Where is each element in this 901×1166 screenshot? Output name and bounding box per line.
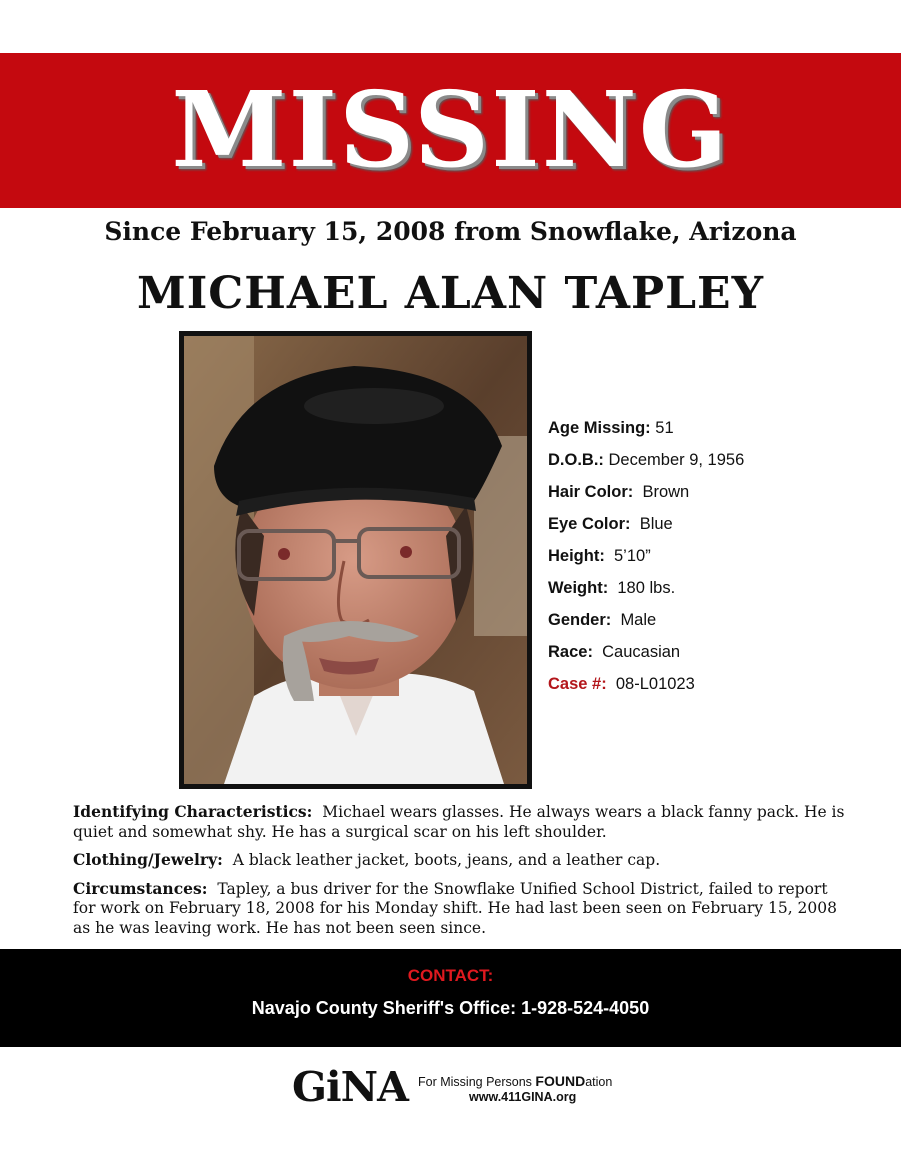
fact-label: Height: bbox=[548, 547, 605, 565]
fact-label: Weight: bbox=[548, 579, 609, 597]
person-name: MICHAEL ALAN TAPLEY bbox=[136, 268, 764, 319]
fact-label: Age Missing: bbox=[548, 419, 651, 437]
missing-title: MISSING bbox=[171, 68, 730, 191]
missing-since-line: Since February 15, 2008 from Snowflake, Arizona bbox=[104, 217, 797, 246]
fact-label: Hair Color: bbox=[548, 483, 634, 501]
fact-age bbox=[548, 416, 868, 448]
clothing-jewelry bbox=[73, 850, 853, 871]
gina-website: www.411GINA.org bbox=[469, 1090, 577, 1104]
fact-weight bbox=[548, 576, 868, 608]
tagline-prefix: For Missing Persons bbox=[418, 1075, 536, 1089]
gina-logo-wordmark: GiNA bbox=[292, 1063, 408, 1111]
fact-race bbox=[548, 640, 868, 672]
details-label: Circumstances: bbox=[73, 878, 208, 898]
details-text: A black leather jacket, boots, jeans, and a leather cap. bbox=[232, 851, 661, 869]
identifying-characteristics bbox=[73, 802, 853, 842]
circumstances bbox=[73, 879, 853, 939]
fact-value: 5’10” bbox=[614, 547, 651, 565]
details-section bbox=[73, 802, 853, 946]
fact-case-number bbox=[548, 672, 868, 704]
contact-label: CONTACT: bbox=[407, 966, 494, 985]
fact-value: December 9, 1956 bbox=[608, 451, 745, 469]
gina-logo bbox=[292, 1064, 652, 1110]
fact-label: Race: bbox=[548, 643, 593, 661]
fact-label: Gender: bbox=[548, 611, 612, 629]
fact-height bbox=[548, 544, 868, 576]
fact-label: D.O.B.: bbox=[548, 451, 604, 469]
fact-value: 51 bbox=[655, 419, 674, 437]
fact-eye-color bbox=[548, 512, 868, 544]
fact-hair-color bbox=[548, 480, 868, 512]
portrait-illustration bbox=[184, 336, 527, 784]
fact-value: 08-L01023 bbox=[615, 675, 695, 693]
facts-list bbox=[548, 416, 868, 704]
fact-value: Brown bbox=[642, 483, 690, 501]
person-photo bbox=[179, 331, 532, 789]
details-label: Identifying Characteristics: bbox=[73, 802, 313, 821]
fact-value: Caucasian bbox=[602, 643, 681, 661]
tagline-found: FOUND bbox=[535, 1073, 586, 1089]
contact-phone-line: Navajo County Sheriff's Office: 1-928-524-4050 bbox=[251, 998, 650, 1018]
details-text: Michael wears glasses. He always wears a black fanny pack. He is quiet and somewhat shy. He has a surgical scar on his left shoulder. bbox=[73, 803, 845, 841]
fact-dob bbox=[548, 448, 868, 480]
tagline-suffix: ation bbox=[585, 1075, 613, 1089]
fact-label: Case #: bbox=[548, 675, 607, 693]
fact-value: Male bbox=[620, 611, 657, 629]
fact-gender bbox=[548, 608, 868, 640]
details-text: Tapley, a bus driver for the Snowflake Unified School District, failed to report for work on February 18, 2008 for his Monday shift. He had last been seen on February 15, 2008 as he was leaving work. He has not been seen since. bbox=[73, 879, 838, 937]
details-label: Clothing/Jewelry: bbox=[73, 850, 223, 869]
fact-label: Eye Color: bbox=[548, 515, 631, 533]
fact-value: Blue bbox=[639, 515, 673, 533]
fact-value: 180 lbs. bbox=[617, 579, 676, 597]
gina-tagline bbox=[418, 1073, 612, 1089]
